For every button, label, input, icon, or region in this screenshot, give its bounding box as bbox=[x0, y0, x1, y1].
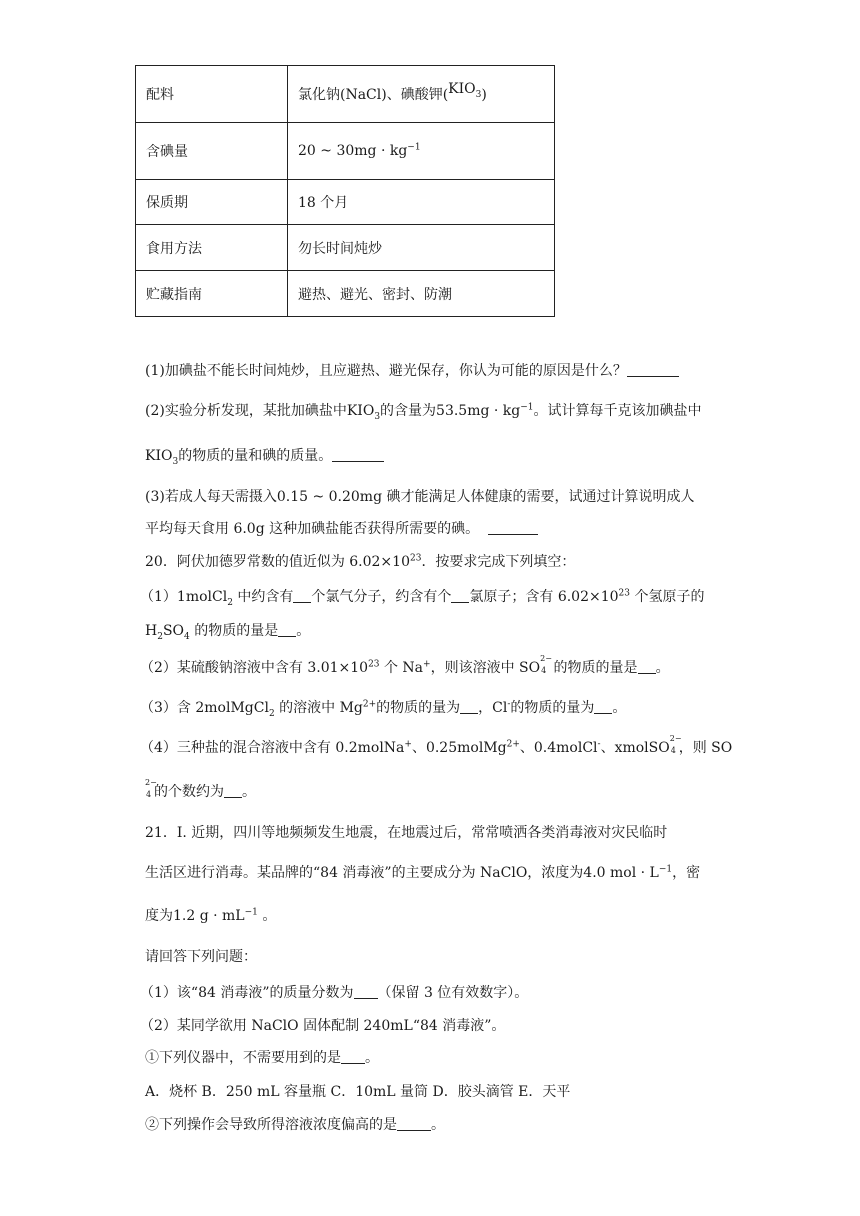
q20-sub3: （3）含 2molMgCl$_2$ 的溶液中 $Mg^{2+}$的物质的量为 ，Cl-的物质的量为 。 bbox=[140, 699, 627, 719]
answer-blank[interactable] bbox=[627, 362, 679, 377]
q20-sub2: （2）某硫酸钠溶液中含有 $3.01\times 10^{23}$ 个 Na+，则该溶液中 SO 2− 4 的物质的量是 。 bbox=[140, 654, 670, 676]
q21-line1: 21．I. 近期，四川等地频频发生地震，在地震过后，常常喷洒各类消毒液对灾民临时 bbox=[145, 825, 668, 841]
q20-sub1-cont: $H_2SO_4$ 的物质的量是 。 bbox=[145, 623, 311, 642]
q19-part2: (2)实验分析发现，某批加碘盐中$KIO_3$的含量为$53.5mg \cdot kg^{-1}$。试计算每千克该加碘盐中 bbox=[145, 402, 702, 422]
q19-part2-cont: $KIO_3$的物质的量和碘的质量。 bbox=[145, 445, 384, 465]
answer-blank[interactable] bbox=[278, 622, 296, 637]
answer-blank[interactable] bbox=[341, 1049, 365, 1064]
q21-line3: 度为1.2 $g \cdot mL^{-1}$ 。 bbox=[145, 907, 277, 924]
answer-blank[interactable] bbox=[638, 659, 656, 674]
q21-sub2-q1: ①下列仪器中，不需要用到的是 。 bbox=[145, 1050, 379, 1066]
answer-blank[interactable] bbox=[354, 984, 378, 999]
table-key: 贮藏指南 bbox=[136, 271, 288, 317]
table-row bbox=[136, 271, 555, 317]
q21-sub2-q2: ②下列操作会导致所得溶液浓度偏高的是 。 bbox=[145, 1117, 445, 1133]
q19-part3: (3)若成人每天需摄入0.15 ~ 0.20mg 碘才能满足人体健康的需要，试通过计算说明成人 bbox=[145, 489, 695, 505]
q20-sub1: （1）1molCl$_2$ 中约含有 个氯气分子，约含有个 氯原子；含有 $6.02\times 10^{23}$ 个氢原子的 bbox=[140, 588, 705, 608]
sulfate-charge: 2− 4 bbox=[540, 654, 552, 675]
answer-blank[interactable] bbox=[488, 520, 538, 535]
table-key: 配料 bbox=[136, 66, 288, 123]
table-value: 勿长时间炖炒 bbox=[288, 225, 555, 271]
answer-blank[interactable] bbox=[460, 699, 478, 714]
q21-sub1: （1）该“84 消毒液”的质量分数为 （保留 3 位有效数字）。 bbox=[140, 985, 529, 1001]
answer-blank[interactable] bbox=[332, 447, 384, 462]
table-row bbox=[136, 66, 555, 123]
salt-spec-table bbox=[135, 65, 555, 317]
table-key: 保质期 bbox=[136, 180, 288, 225]
sulfate-charge: 2− 4 bbox=[669, 734, 682, 755]
q21-line2: 生活区进行消毒。某品牌的“84 消毒液”的主要成分为 NaClO，浓度为4.0 mol · $L^{-1}$，密 bbox=[145, 864, 701, 881]
q19-part1: (1)加碘盐不能长时间炖炒，且应避热、避光保存，你认为可能的原因是什么？ bbox=[145, 360, 679, 380]
answer-blank[interactable] bbox=[451, 588, 469, 603]
table-row bbox=[136, 180, 555, 225]
q21-line4: 请回答下列问题： bbox=[145, 949, 257, 965]
table-key: 食用方法 bbox=[136, 225, 288, 271]
table-value: 18 个月 bbox=[288, 180, 555, 225]
q19-part3-cont: 平均每天食用 6.0g 这种加碘盐能否获得所需要的碘。 bbox=[145, 518, 538, 538]
answer-blank[interactable] bbox=[594, 699, 612, 714]
answer-blank[interactable] bbox=[293, 588, 311, 603]
q20-sub4-cont: 2− 4 的个数约为 。 bbox=[145, 778, 256, 800]
q21-sub2: （2）某同学欲用 NaClO 固体配制 240mL“84 消毒液”。 bbox=[140, 1018, 506, 1034]
sulfate-charge: 2− 4 bbox=[145, 778, 157, 799]
table-value: 氯化钠(NaCl)、碘酸钾$(KIO_3)$ bbox=[288, 66, 555, 123]
answer-blank[interactable] bbox=[397, 1116, 431, 1131]
table-key: 含碘量 bbox=[136, 123, 288, 180]
table-value: 避热、避光、密封、防潮 bbox=[288, 271, 555, 317]
q20-sub4: （4）三种盐的混合溶液中含有 0.2molNa+、0.25molMg$^{2+}$、0.4molCl-、xmolSO 2− 4 ，则 SO bbox=[140, 734, 733, 756]
table-value: 20 ~ $30mg \cdot kg^{-1}$ bbox=[288, 123, 555, 180]
table-row bbox=[136, 225, 555, 271]
q20-intro: 20．阿伏加德罗常数的值近似为 $6.02\times 10^{23}$．按要求完成下列填空： bbox=[145, 553, 576, 570]
answer-blank[interactable] bbox=[224, 783, 242, 798]
table-row bbox=[136, 123, 555, 180]
q21-options: A．烧杯 B．250 mL 容量瓶 C．10mL 量筒 D．胶头滴管 E．天平 bbox=[145, 1084, 571, 1100]
